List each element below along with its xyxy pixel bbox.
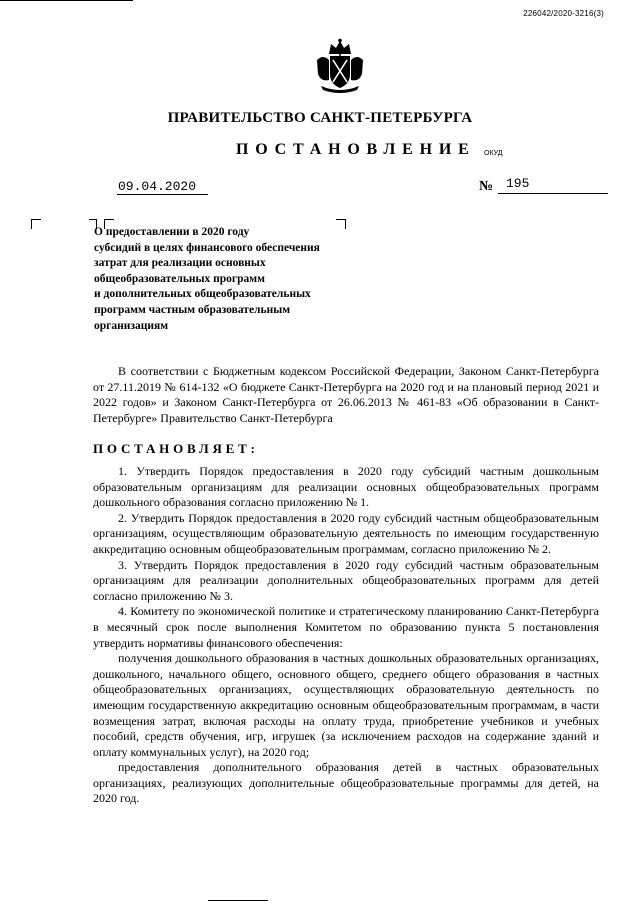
okud-label: ОКУД	[484, 150, 503, 157]
date-underline	[117, 194, 208, 195]
title-line: О предоставлении в 2020 году	[94, 226, 250, 238]
number-underline	[498, 193, 608, 194]
document-title	[94, 225, 374, 334]
document-date: 09.04.2020	[118, 179, 197, 194]
preamble-block	[93, 364, 599, 426]
bottom-rule	[208, 900, 268, 901]
title-line: затрат для реализации основных	[94, 257, 266, 270]
coat-of-arms-icon	[315, 38, 365, 94]
top-rule	[0, 0, 133, 1]
resolves-heading: ПОСТАНОВЛЯЕТ:	[93, 441, 259, 456]
title-line: субсидий в целях финансового обеспечения	[94, 241, 320, 254]
title-line: общеобразовательных программ	[94, 272, 265, 285]
document-number: 195	[506, 176, 530, 191]
item-paragraph: 3. Утвердить Порядок предоставления в 2020 году субсидий частным образовательным организациям для реализации дополнительных общеобразовательных программ для детей согласно приложению № 3.	[93, 557, 599, 603]
preamble-paragraph: В соответствии с Бюджетным кодексом Российской Федерации, Законом Санкт-Петербурга от 27.11.2019 № 614-132 «О бюджете Санкт-Петербурга на 2020 год и на плановый период 2021 и 2022 годов» и Законом Санкт-Петербурга от 26.06.2013 № 461-83 «Об образовании в Санкт-Петербурге» Правительство Санкт-Петербурга	[93, 364, 599, 425]
number-sign: №	[479, 179, 494, 194]
document-type: ПОСТАНОВЛЕНИЕ	[236, 141, 476, 158]
title-line: организациям	[94, 319, 169, 332]
title-line: программ частным образовательным	[94, 303, 291, 316]
resolution-items	[93, 464, 599, 807]
document-id: 226042/2020-3216(3)	[523, 9, 604, 18]
item-paragraph: 4. Комитету по экономической политике и стратегическому планированию Санкт-Петербурга в месячный срок после выполнения Комитетом по образованию пункта 5 постановления утвердить нормативы финансового обеспечения:	[93, 604, 599, 650]
item-paragraph: получения дошкольного образования в частных дошкольных образовательных организациях, дошкольного, начального общего, основного общего, среднего общего образования в частных общеобразовательных организациях, осуществляющих образовательную деятельность по имеющим государственную аккредитацию основным общеобразовательным программам, в части возмещения затрат, включая расходы на оплату труда, приобретение учебников и учебных пособий, средств обучения, игр, игрушек (за исключением расходов на содержание зданий и оплату коммунальных услуг), на 2020 год;	[93, 651, 599, 759]
title-line: и дополнительных общеобразовательных	[94, 288, 311, 301]
government-title: ПРАВИТЕЛЬСТВО САНКТ-ПЕТЕРБУРГА	[167, 110, 473, 126]
item-paragraph: 1. Утвердить Порядок предоставления в 2020 году субсидий частным дошкольным образовательным организациям для реализации основных общеобразовательных программ дошкольного образования согласно приложению № 1.	[93, 464, 599, 510]
item-paragraph: предоставления дополнительного образования детей в частных образовательных организациях, реализующих дополнительные общеобразовательные программы для детей, на 2020 год.	[93, 760, 599, 806]
item-paragraph: 2. Утвердить Порядок предоставления в 2020 году субсидий частным общеобразовательным организациям, осуществляющим образовательную деятельность по имеющим государственную аккредитацию основным общеобразовательным программам, согласно приложению № 2.	[93, 510, 599, 556]
corner-mark	[31, 219, 41, 229]
